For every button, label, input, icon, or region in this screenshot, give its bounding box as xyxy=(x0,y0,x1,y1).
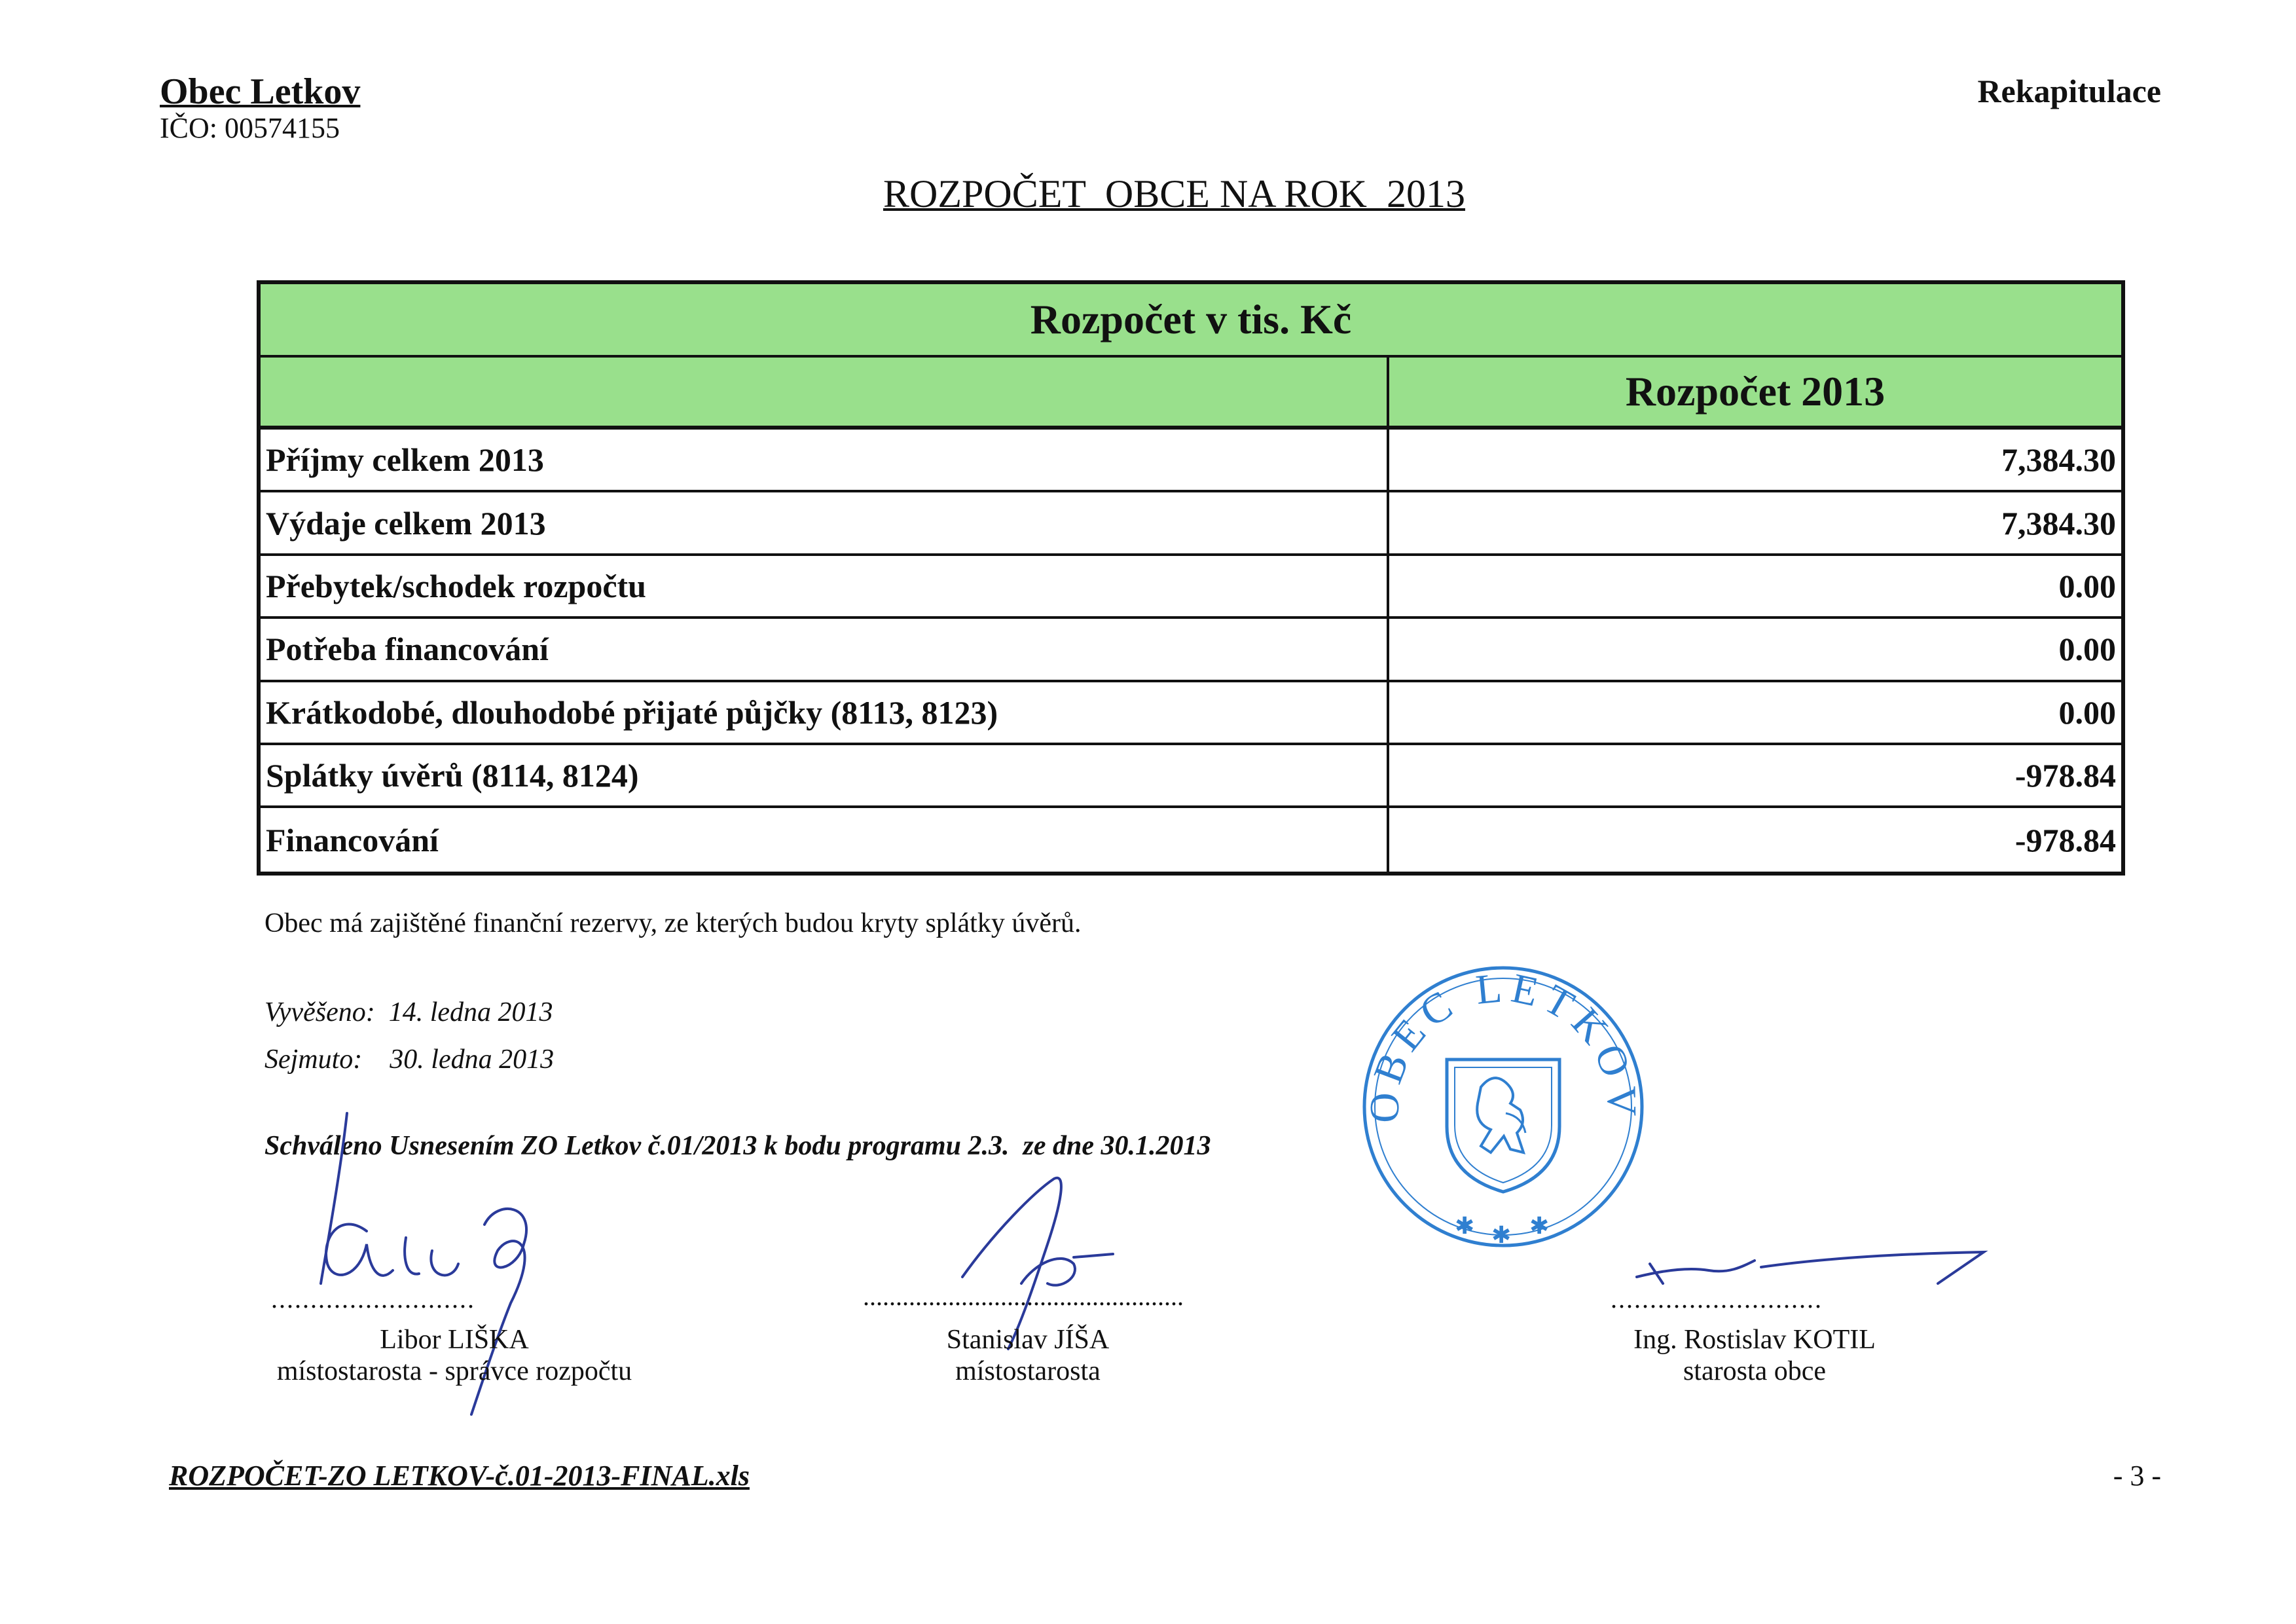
row-label: Výdaje celkem 2013 xyxy=(266,504,546,542)
stamp-star: ✱ xyxy=(1455,1213,1475,1240)
signer-role: starosta obce xyxy=(1683,1356,1827,1386)
signature-line-liska: .......................... xyxy=(271,1284,475,1314)
coat-of-arms-icon xyxy=(1447,1060,1559,1192)
row-label: Splátky úvěrů (8114, 8124) xyxy=(266,757,639,794)
signer-kotil xyxy=(1597,1324,1912,1387)
signature-line-jisa: ................................................. xyxy=(863,1282,1184,1311)
row-label: Krátkodobé, dlouhodobé přijaté půjčky (8113, 8123) xyxy=(266,693,998,731)
org-ico: IČO: 00574155 xyxy=(160,112,340,144)
row-value: 0.00 xyxy=(2058,693,2116,731)
signer-jisa xyxy=(890,1324,1165,1387)
stamp-star: ✱ xyxy=(1491,1222,1512,1249)
row-value: 0.00 xyxy=(2058,631,2116,668)
approval-statement: Schváleno Usnesením ZO Letkov č.01/2013 k bodu programu 2.3. ze dne 30.1.2013 xyxy=(264,1131,1211,1161)
row-label: Příjmy celkem 2013 xyxy=(266,441,544,479)
row-value: -978.84 xyxy=(2014,821,2116,858)
signer-name: Stanislav JÍŠA xyxy=(946,1325,1110,1355)
row-value: 7,384.30 xyxy=(2001,504,2116,542)
removed-date: Sejmuto: 30. ledna 2013 xyxy=(264,1044,555,1075)
page-number: - 3 - xyxy=(2113,1460,2161,1492)
signer-role: místostarosta xyxy=(955,1356,1101,1386)
page-title-text: ROZPOČET OBCE NA ROK 2013 xyxy=(883,172,1465,215)
org-name: Obec Letkov xyxy=(160,71,361,112)
signer-name: Ing. Rostislav KOTIL xyxy=(1633,1325,1876,1355)
column-header-budget: Rozpočet 2013 xyxy=(1625,368,1886,415)
table-header-top: Rozpočet v tis. Kč xyxy=(261,284,2121,358)
row-value: 0.00 xyxy=(2058,567,2116,604)
signature-jisa xyxy=(962,1178,1113,1349)
signature-kotil xyxy=(1637,1252,1984,1283)
row-value: -978.84 xyxy=(2014,757,2116,794)
row-label: Přebytek/schodek rozpočtu xyxy=(266,567,646,604)
row-label: Potřeba financování xyxy=(266,631,549,668)
posted-date: Vyvěšeno: 14. ledna 2013 xyxy=(264,997,553,1027)
reserve-note: Obec má zajištěné finanční rezervy, ze kterých budou kryty splátky úvěrů. xyxy=(264,908,1082,938)
signature-line-kotil: ........................... xyxy=(1611,1284,1823,1314)
municipal-stamp xyxy=(1361,964,1646,1249)
document-type: Rekapitulace xyxy=(1977,73,2161,109)
signer-role: místostarosta - správce rozpočtu xyxy=(276,1356,632,1386)
row-value: 7,384.30 xyxy=(2001,441,2116,479)
footer-filename: ROZPOČET-ZO LETKOV-č.01-2013-FINAL.xls xyxy=(169,1460,750,1492)
signer-name: Libor LIŠKA xyxy=(380,1325,529,1355)
stamp-text: OBEC LETKOV xyxy=(1360,963,1646,1124)
signer-liska xyxy=(264,1324,644,1387)
row-label: Financování xyxy=(266,821,439,858)
stamp-star: ✱ xyxy=(1529,1213,1550,1240)
